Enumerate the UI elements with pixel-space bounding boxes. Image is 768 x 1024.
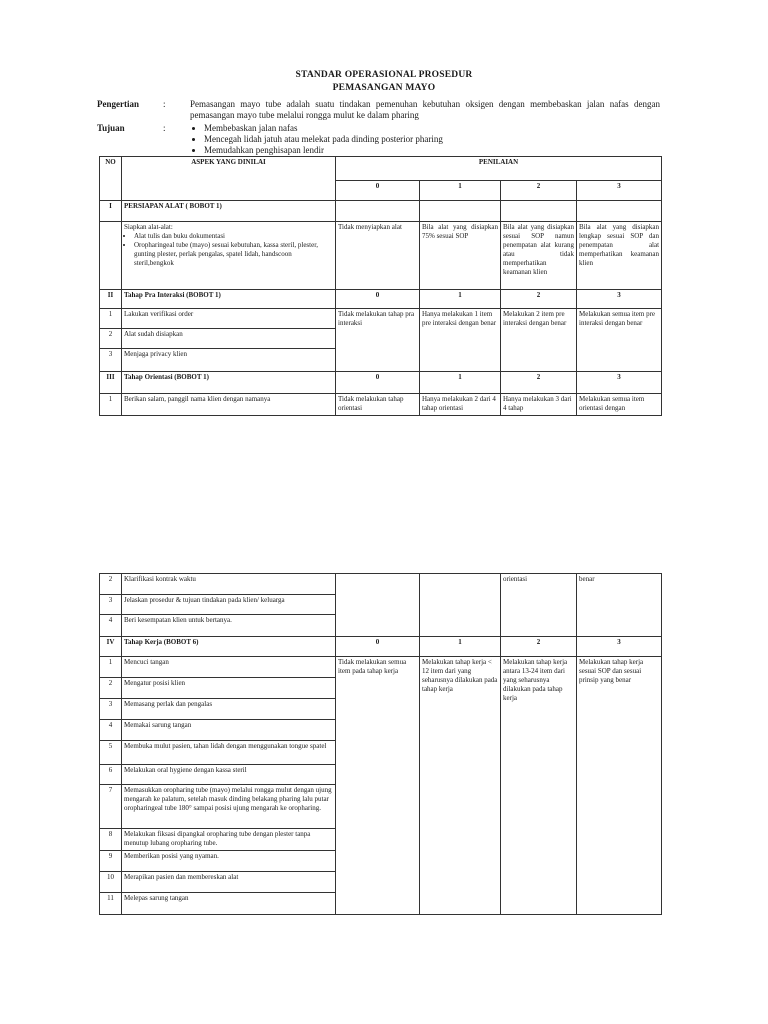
assessment-table-part1	[99, 156, 662, 416]
criteria-score-1: Melakukan tahap kerja < 12 item dari yang seharusnya dilakukan pada tahap kerja	[420, 657, 501, 915]
row-number: 1	[100, 309, 122, 329]
criteria-score-0: Tidak melakukan semua item pada tahap kerja	[336, 657, 420, 915]
tools-intro: Siapkan alat-alat:	[124, 223, 173, 231]
score-1-header: 1	[420, 181, 501, 201]
criteria-score-3-cont: benar	[577, 574, 662, 637]
row-text: Membuka mulut pasien, tahan lidah dengan menggunakan tongue spatel	[122, 741, 336, 765]
criteria-score-2-cont: orientasi	[501, 574, 577, 637]
criteria-score-1: Bila alat yang disiapkan 75% sesuai SOP	[420, 222, 501, 290]
criteria-score-3: Melakukan tahap kerja sesuai SOP dan sesuai prinsip yang benar	[577, 657, 662, 915]
row-number: 3	[100, 349, 122, 372]
section-title: PERSIAPAN ALAT ( BOBOT 1)	[122, 201, 336, 222]
criteria-score-2: Bila alat yang disiapkan sesuai SOP namun penempatan alat kurang atau tidak memperhatikan keamanan klien	[501, 222, 577, 290]
row-text: Melepas sarung tangan	[122, 893, 336, 915]
row-number: 4	[100, 720, 122, 741]
row-number: 2	[100, 329, 122, 349]
row-text: Beri kesempatan klien untuk bertanya.	[122, 615, 336, 637]
pengertian-label: Pengertian	[97, 99, 139, 109]
tujuan-item: • Memudahkan penghisapan lendir	[204, 145, 443, 156]
row-text: Menjaga privacy klien	[122, 349, 336, 372]
tool-item: • Oropharingeal tube (mayo) sesuai kebutuhan, kassa steril, plester, gunting plester, perlak pengalas, spatel lidah, handscoon steril,bengkok	[134, 241, 333, 268]
row-number: 9	[100, 851, 122, 872]
tujuan-colon: :	[163, 123, 166, 133]
score-3-header: 3	[577, 290, 662, 309]
score-3-header: 3	[577, 637, 662, 657]
row-number: 6	[100, 765, 122, 785]
score-2-header: 2	[501, 290, 577, 309]
section-number: I	[100, 201, 122, 222]
criteria-score-1: Hanya melakukan 1 item pre interaksi dengan benar	[420, 309, 501, 372]
header-aspek: ASPEK YANG DINILAI	[122, 157, 336, 201]
score-0-header: 0	[336, 181, 420, 201]
row-text: Klarifikasi kontrak waktu	[122, 574, 336, 595]
tools-list-cell	[122, 222, 336, 290]
score-2-header: 2	[501, 181, 577, 201]
row-number: 7	[100, 785, 122, 829]
criteria-score-1: Hanya melakukan 2 dari 4 tahap orientasi	[420, 394, 501, 416]
tujuan-label: Tujuan	[97, 123, 125, 133]
row-number: 3	[100, 699, 122, 720]
section-number: III	[100, 372, 122, 394]
assessment-table-part2	[99, 573, 662, 915]
score-0-header: 0	[336, 372, 420, 394]
row-text: Lakukan verifikasi order	[122, 309, 336, 329]
criteria-score-3: Melakukan semua item orientasi dengan	[577, 394, 662, 416]
criteria-score-0: Tidak melakukan tahap orientasi	[336, 394, 420, 416]
score-1-header: 1	[420, 372, 501, 394]
criteria-score-2: Melakukan tahap kerja antara 13-24 item dari yang seharusnya dilakukan pada tahap kerja	[501, 657, 577, 915]
tujuan-list	[190, 123, 443, 156]
header-penilaian: PENILAIAN	[336, 157, 662, 181]
criteria-score-2: Hanya melakukan 3 dari 4 tahap	[501, 394, 577, 416]
tools-list	[124, 232, 333, 268]
pengertian-text: Pemasangan mayo tube adalah suatu tindakan pemenuhan kebutuhan oksigen dengan membebaskan jalan nafas dengan pemasangan mayo tube melalui rongga mulut ke dalam pharing	[190, 99, 660, 120]
row-number: 3	[100, 595, 122, 615]
row-text: Jelaskan prosedur & tujuan tindakan pada klien/ keluarga	[122, 595, 336, 615]
row-number: 4	[100, 615, 122, 637]
section-number: IV	[100, 637, 122, 657]
section-title: Tahap Kerja (BOBOT 6)	[122, 637, 336, 657]
row-number: 2	[100, 678, 122, 699]
header-no: NO	[100, 157, 122, 201]
criteria-score-0: Tidak melakukan tahap pra interaksi	[336, 309, 420, 372]
score-1-header: 1	[420, 637, 501, 657]
row-number: 5	[100, 741, 122, 765]
score-3-header: 3	[577, 372, 662, 394]
row-number: 8	[100, 829, 122, 851]
section-title: Tahap Pra Interaksi (BOBOT 1)	[122, 290, 336, 309]
row-number: 10	[100, 872, 122, 893]
row-text: Melakukan oral hygiene dengan kassa steril	[122, 765, 336, 785]
score-3-header: 3	[577, 181, 662, 201]
score-2-header: 2	[501, 372, 577, 394]
row-number: 1	[100, 394, 122, 416]
score-0-header: 0	[336, 290, 420, 309]
criteria-score-2: Melakukan 2 item pre interaksi dengan benar	[501, 309, 577, 372]
row-text: Berikan salam, panggil nama klien dengan namanya	[122, 394, 336, 416]
row-text: Memberikan posisi yang nyaman.	[122, 851, 336, 872]
row-number: 2	[100, 574, 122, 595]
score-2-header: 2	[501, 637, 577, 657]
criteria-score-3: Bila alat yang disiapkan lengkap sesuai SOP dan penempatan alat memperhatikan keamanan klien	[577, 222, 662, 290]
row-text: Memasang perlak dan pengalas	[122, 699, 336, 720]
criteria-score-3: Melakukan semua item pre interaksi dengan benar	[577, 309, 662, 372]
row-text: Merapikan pasien dan membereskan alat	[122, 872, 336, 893]
tool-item: • Alat tulis dan buku dokumentasi	[134, 232, 333, 241]
pengertian-colon: :	[163, 99, 166, 109]
row-number: 1	[100, 657, 122, 678]
row-text: Mencuci tangan	[122, 657, 336, 678]
tujuan-item: • Mencegah lidah jatuh atau melekat pada dinding posterior pharing	[204, 134, 443, 145]
criteria-score-0: Tidak menyiapkan alat	[336, 222, 420, 290]
section-title: Tahap Orientasi (BOBOT 1)	[122, 372, 336, 394]
row-text: Memakai sarung tangan	[122, 720, 336, 741]
row-text: Mengatur posisi klien	[122, 678, 336, 699]
score-1-header: 1	[420, 290, 501, 309]
document-title: STANDAR OPERASIONAL PROSEDUR	[295, 70, 473, 80]
row-text: Melakukan fiksasi dipangkal oropharing tube dengan plester tanpa menutup lubang oropharing tube.	[122, 829, 336, 851]
document-subtitle: PEMASANGAN MAYO	[332, 83, 436, 93]
tujuan-item: • Membebaskan jalan nafas	[204, 123, 443, 134]
row-text: Alat sudah disiapkan	[122, 329, 336, 349]
row-text: Memasukkan oropharing tube (mayo) melalui rongga mulut dengan ujung mengarah ke palatum, setelah masuk dinding belakang pharing lalu putar oropharingeal tube 180° sampai posisi ujung mengarah ke oropharing.	[122, 785, 336, 829]
row-number: 11	[100, 893, 122, 915]
section-number: II	[100, 290, 122, 309]
score-0-header: 0	[336, 637, 420, 657]
